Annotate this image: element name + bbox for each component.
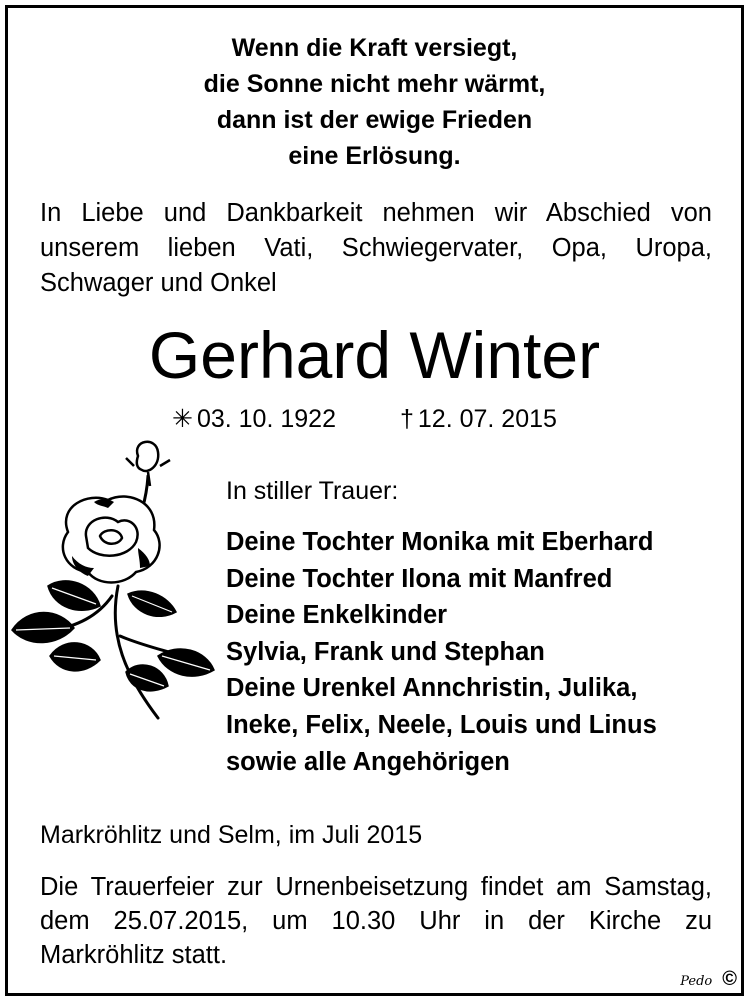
mourner-line: Deine Tochter Monika mit Eberhard	[226, 528, 654, 556]
deceased-name: Gerhard Winter	[148, 318, 601, 392]
poem-line: die Sonne nicht mehr wärmt,	[203, 70, 546, 98]
signature-area	[680, 968, 737, 993]
mourners-list	[226, 524, 657, 780]
mourner-line: Deine Urenkel Annchristin, Julika,	[226, 674, 638, 703]
intro-text	[40, 196, 712, 301]
birth-date-group	[172, 402, 336, 436]
mourner-line: Sylvia, Frank und Stephan	[226, 637, 545, 666]
ceremony-line: Markröhlitz statt.	[40, 941, 228, 969]
cross-icon: †	[400, 405, 414, 433]
poem	[0, 30, 749, 174]
artist-signature: Pedo	[680, 974, 713, 989]
death-date: 12. 07. 2015	[417, 405, 557, 433]
death-date-group	[400, 402, 557, 436]
ceremony-line: dem 25.07.2015, um 10.30 Uhr in der Kirche zu	[40, 907, 712, 935]
birth-date: 03. 10. 1922	[196, 405, 336, 433]
mourner-line: Ineke, Felix, Neele, Louis und Linus	[226, 710, 657, 739]
ceremony-line: Die Trauerfeier zur Urnenbeisetzung findet am Samstag,	[40, 873, 712, 901]
intro-line: In Liebe und Dankbarkeit nehmen wir Abschied von	[40, 199, 712, 227]
poem-line: Wenn die Kraft versiegt,	[231, 34, 518, 62]
intro-line: unserem lieben Vati, Schwiegervater, Opa, Uropa,	[40, 234, 712, 262]
mourning-label: In stiller Trauer:	[226, 477, 399, 505]
intro-line: Schwager und Onkel	[40, 269, 277, 297]
poem-line: dann ist der ewige Frieden	[216, 106, 533, 134]
mourner-line: sowie alle Angehörigen	[226, 747, 510, 776]
poem-line: eine Erlösung.	[288, 142, 461, 170]
place-date: Markröhlitz und Selm, im Juli 2015	[40, 821, 423, 849]
ceremony-text	[40, 870, 712, 972]
mourner-line: Deine Tochter Ilona mit Manfred	[226, 564, 613, 593]
copyright-icon: ©	[722, 968, 737, 990]
rose-icon	[8, 436, 218, 726]
mourner-line: Deine Enkelkinder	[226, 601, 448, 630]
asterisk-star-icon: ✳	[172, 405, 193, 433]
